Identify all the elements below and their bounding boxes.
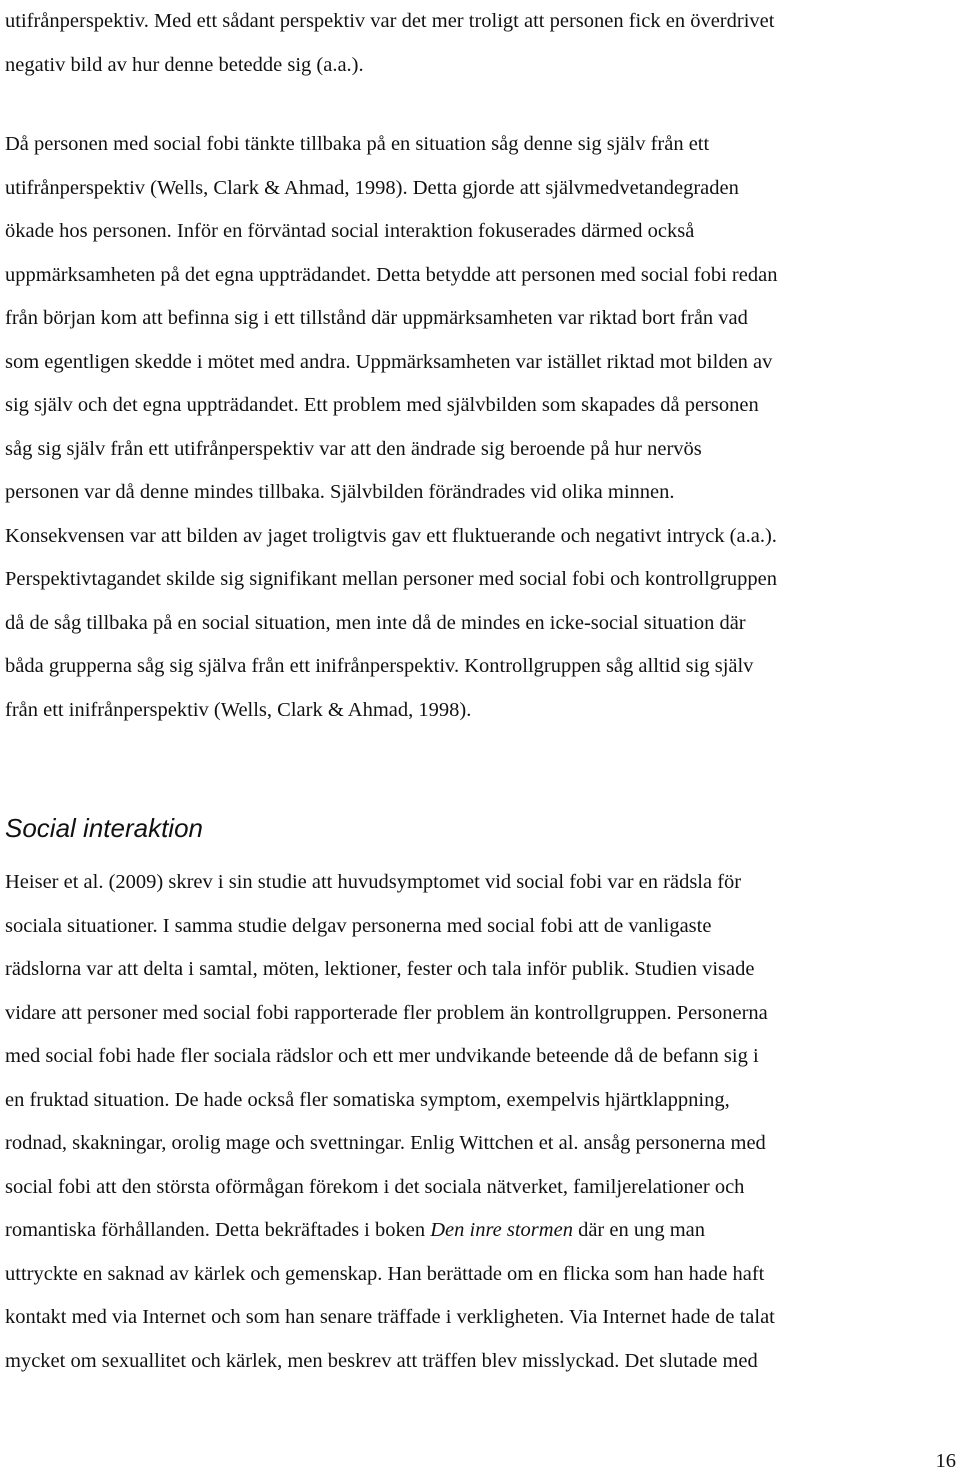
text-line: personen var då denne mindes tillbaka. Självbilden förändrades vid olika minnen. bbox=[5, 481, 675, 503]
text-line: Konsekvensen var att bilden av jaget troligtvis gav ett fluktuerande och negativt intryck (a.a.). bbox=[5, 524, 777, 547]
text-line: sociala situationer. I samma studie delgav personerna med social fobi att de vanligaste bbox=[5, 914, 712, 937]
text-line: såg sig själv från ett utifrånperspektiv var att den ändrade sig beroende på hur nervös bbox=[5, 437, 702, 460]
text-line: vidare att personer med social fobi rapporterade fler problem än kontrollgruppen. Personerna bbox=[5, 1001, 768, 1024]
text-line: som egentligen skedde i mötet med andra. Uppmärksamheten var istället riktad mot bilden av bbox=[5, 350, 773, 373]
text-line: kontakt med via Internet och som han senare träffade i verkligheten. Via Internet hade de talat bbox=[5, 1306, 775, 1328]
text-line: uppmärksamheten på det egna uppträdandet. Detta betydde att personen med social fobi redan bbox=[5, 263, 778, 286]
text-segment: där en ung man bbox=[572, 1219, 706, 1241]
section-heading: Social interaktion bbox=[5, 813, 203, 843]
text-line: social fobi att den största oförmågan förekom i det sociala nätverket, familjerelationer och bbox=[5, 1175, 745, 1198]
text-line: rodnad, skakningar, orolig mage och svettningar. Enlig Wittchen et al. ansåg personerna med bbox=[5, 1132, 766, 1154]
text-line: från ett inifrånperspektiv (Wells, Clark & Ahmad, 1998). bbox=[5, 698, 472, 721]
text-line: från början kom att befinna sig i ett tillstånd där uppmärksamheten var riktad bort från vad bbox=[5, 307, 748, 329]
text-line: uttryckte en saknad av kärlek och gemenskap. Han berättade om en flicka som han hade haft bbox=[5, 1262, 765, 1285]
text-line: båda grupperna såg sig själva från ett inifrånperspektiv. Kontrollgruppen såg alltid sig själv bbox=[5, 655, 754, 677]
paragraph-continued bbox=[5, 0, 960, 87]
text-line: utifrånperspektiv. Med ett sådant perspektiv var det mer troligt att personen fick en överdrivet bbox=[5, 10, 775, 32]
book-title: Den inre stormen bbox=[430, 1219, 573, 1241]
text-line: mycket om sexuallitet och kärlek, men beskrev att träffen blev misslyckad. Det slutade med bbox=[5, 1349, 758, 1372]
text-line: sig själv och det egna uppträdandet. Ett problem med självbilden som skapades då personen bbox=[5, 394, 759, 416]
text-line: negativ bild av hur denne betedde sig (a.a.). bbox=[5, 53, 364, 76]
paragraph-self-perspective bbox=[5, 123, 960, 732]
text-line: en fruktad situation. De hade också fler somatiska symptom, exempelvis hjärtklappning, bbox=[5, 1088, 730, 1111]
text-line: Då personen med social fobi tänkte tillbaka på en situation såg denne sig själv från ett bbox=[5, 133, 710, 155]
text-line: då de såg tillbaka på en social situation, men inte då de mindes en icke-social situation där bbox=[5, 611, 746, 634]
text-line: med social fobi hade fler sociala rädslor och ett mer undvikande beteende då de befann sig i bbox=[5, 1045, 759, 1067]
text-line: Perspektivtagandet skilde sig signifikant mellan personer med social fobi och kontrollgruppen bbox=[5, 568, 777, 590]
text-line: utifrånperspektiv (Wells, Clark & Ahmad, 1998). Detta gjorde att självmedvetandegraden bbox=[5, 176, 739, 199]
text-line: Heiser et al. (2009) skrev i sin studie att huvudsymptomet vid social fobi var en rädsla för bbox=[5, 871, 742, 893]
text-line: ökade hos personen. Inför en förväntad social interaktion fokuserades därmed också bbox=[5, 220, 695, 242]
text-line: rädslorna var att delta i samtal, möten, lektioner, fester och tala inför publik. Studien visade bbox=[5, 958, 755, 980]
page-number: 16 bbox=[935, 1450, 956, 1472]
paragraph-social-interaction bbox=[5, 861, 960, 1383]
text-segment: romantiska förhållanden. Detta bekräftades i boken bbox=[5, 1219, 431, 1241]
text-line-with-book-title bbox=[5, 1209, 960, 1253]
